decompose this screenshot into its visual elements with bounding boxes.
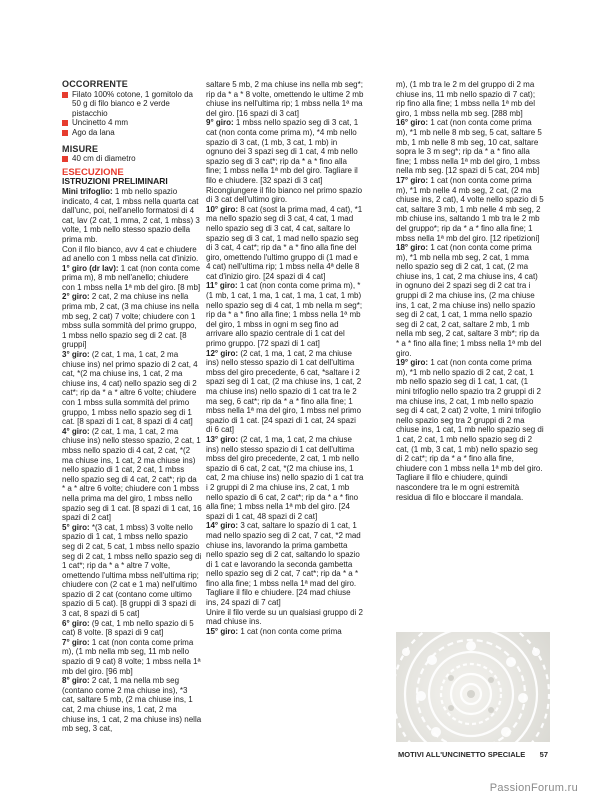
page-number: 57: [539, 750, 548, 759]
instruction-paragraph: [396, 358, 544, 502]
round-label: 14° giro:: [206, 521, 239, 531]
round-label: 1° giro (dr lav):: [62, 263, 119, 273]
instruction-paragraph: [206, 608, 364, 627]
instruction-text: 1 cat (non conta come prima m), *1 mb nelle 8 mb seg, 5 cat, saltare 5 mb, 1 mb nelle 8 mb seg, 10 cat, saltare sopra le 3 m seg*; rip da * a * fino alla fine; 1 mbss nella 1ª mb del giro, 1 mbss nella mb seg. [12 spazi di 5 cat, 204 mb]: [396, 118, 542, 176]
instruction-text: 8 cat (sost la prima mad, 4 cat), *1 ma nello spazio seg di 3 cat, 4 cat, 1 mad nello spazio seg di 3 cat, 4 cat, saltare lo spazio seg di 3 cat, 1 mad nello spazio seg di 3 cat, 4 cat*; rip da * a * fino alla fine del giro, omettendo l'ultimo gruppo di (1 mad e 4 cat) nell'ultima rip; 1 mbss nella 4ª delle 8 cat d'inizio giro. [24 spazi di 4 cat]: [206, 204, 363, 281]
materials-title: OCCORRENTE: [62, 79, 129, 89]
round-label: 6° giro:: [62, 618, 90, 628]
instruction-text: 2 cat, 1 ma nella mb seg (contano come 2 ma chiuse ins), *3 cat, saltare 5 mb, (2 ma chiuse ins, 1 cat, 2 ma chiuse ins, 1 cat, 2 ma chiuse ins, 1 cat, 2 ma chiuse ins) nella mb seg, 3 cat,: [62, 676, 202, 734]
round-label: 10° giro:: [206, 204, 239, 214]
instruction-paragraph: [206, 186, 364, 205]
instruction-text: 1 cat (non conta come prima: [238, 626, 342, 636]
list-item: [62, 128, 202, 138]
column-3-body: [396, 80, 544, 502]
instruction-paragraph: [206, 281, 364, 348]
instruction-paragraph: [206, 80, 364, 118]
instruction-text: Unire il filo verde su un qualsiasi gruppo di 2 mad chiuse ins.: [206, 607, 363, 627]
list-item: [62, 90, 202, 119]
instruction-text: 1 cat (non conta come prima m), *1 mb nella mb seg, 2 cat, 1 mma nello spazio seg di 2 cat, 1 cat, (2 ma chiuse ins, 1 cat, 2 ma chiuse ins, 4 cat) in ognuno dei 2 spazi seg di 2 cat tra i gruppi di 2 ma chiuse ins, (2 ma chiuse ins, 1 cat, 2 ma chiuse ins) nello spazio seg di 2 cat, 1 cat, 1 mma nello spazio seg di 2 cat, 2 cat, saltare 2 mb, 1 mb nella mb seg, 2 cat, saltare 3 mb*; rip da * a * fino alla fine; 1 mbss nella 1ª mb del giro.: [396, 243, 542, 358]
instruction-text: (2 cat, 1 ma, 1 cat, 2 ma chiuse ins) nello stesso spazio di 1 cat dell'ultima mbss del giro precedente, 6 cat, *saltare i 2 spazi seg di 1 cat, (2 ma chiuse ins, 1 cat, 2 ma chiuse ins) nello spazio di 1 cat tra le 2 ma seg, 6 cat*; rip da * a * fino alla fine; 1 mbss nella 1ª ma del giro, 1 mbss nel primo spazio di 1 cat. [24 spazi di 1 cat, 24 spazi di 6 cat]: [206, 348, 362, 435]
instruction-text: Con il filo bianco, avv 4 cat e chiudere ad anello con 1 mbss nella cat d'inizio.: [62, 244, 199, 264]
instruction-paragraph: [62, 523, 202, 619]
instruction-paragraph: [62, 350, 202, 427]
round-label: 18° giro:: [396, 243, 429, 253]
instruction-paragraph: [62, 264, 202, 293]
instruction-text: (2 cat, 1 ma, 1 cat, 2 ma chiuse ins) nello stesso spazio di 1 cat dell'ultima mbss del giro precedente, 2 cat, 1 mb nello spazio di 6 cat, 2 cat, *(2 ma chiuse ins, 1 cat, 2 ma chiuse ins) nello spazio di 1 cat tra i 2 gruppi di 2 ma chiuse ins, 2 cat, 1 mb nello spazio di 6 cat, 2 cat*; rip da * a * fino alla fine; 1 mbss nella 1ª mb del giro. [24 spazi di 1 cat, 48 spazi di 2 cat]: [206, 434, 364, 521]
bullet-square-icon: [62, 130, 68, 136]
round-label: 19° giro:: [396, 358, 429, 368]
mandala-photo: [396, 632, 550, 742]
bullet-square-icon: [62, 156, 68, 162]
instruction-paragraph: [62, 292, 202, 350]
round-label: 8° giro:: [62, 676, 90, 686]
instruction-paragraph: [206, 435, 364, 521]
instruction-paragraph: [62, 245, 202, 264]
instruction-text: 1 cat (non conta come prima m), (1 mb nella mb seg, 11 mb nello spazio di 9 cat) 8 volte; 1 mbss nella 1ª mb del giro. [96 mb]: [62, 637, 201, 676]
column-2: [206, 80, 364, 636]
round-label: 12° giro:: [206, 348, 239, 358]
measures-title: MISURE: [62, 143, 99, 154]
instruction-paragraph: [206, 627, 364, 637]
instruction-paragraph: [62, 187, 202, 245]
bullet-square-icon: [62, 92, 68, 98]
instruction-text: 1 mb nello spazio indicato, 4 cat, 1 mbss nella quarta cat dall'unc, poi, nell'anello formatosi di 4 cat, lav (2 cat, 1 mma, 2 cat, 1 mbss) 3 volte, 1 mb nello stesso spazio della prima mb.: [62, 186, 200, 244]
round-label: 17° giro:: [396, 175, 429, 185]
round-label: 9° giro:: [206, 118, 234, 128]
list-item: [62, 118, 202, 128]
instruction-text: Ricongiungere il filo bianco nel primo spazio di 3 cat dell'ultimo giro.: [206, 185, 363, 205]
instruction-paragraph: [206, 521, 364, 607]
instruction-text: 1 mbss nello spazio seg di 3 cat, 1 cat (non conta come prima m), *4 mb nello spazio di 3 cat, (1 mb, 3 cat, 1 mb) in ognuno dei 3 spazi seg di 1 cat, 4 mb nello spazio seg di 3 cat*; rip da * a * fino alla fine; 1 mbss nella 1ª mb del giro. Tagliare il filo e chiudere. [32 spazi di 3 cat]: [206, 118, 359, 185]
column-1-body: [62, 187, 202, 734]
material-text: Uncinetto 4 mm: [72, 118, 129, 128]
instruction-text: 1 cat (non conta come prima m), *1 mb nello spazio di 2 cat, 2 cat, 1 mb nello spazio seg di 1 cat, 1 cat, (1 mini trifoglio nello spazio tra 2 gruppi di 2 ma chiuse ins, 2 cat, 1 mb nello spazio seg di 4 cat, 2 cat) 2 volte, 1 mini trifoglio nello spazio seg tra 2 gruppi di 2 ma chiuse ins, 1 cat, 1 mb nello spazio seg di 1 cat, 2 cat, 1 mb nello spazio seg di 2 cat, (1 mb, 3 cat, 1 mb) nello spazio seg di 2 cat*; rip da * a * fino alla fine, chiudere con 1 mbss nella 1ª mb del giro. Tagliare il filo e chiudere, quindi nascondere tra le m ogni estremità residua di filo e bloccare il mandala.: [396, 358, 544, 502]
round-label: 2° giro:: [62, 292, 90, 302]
instruction-text: 1 cat (non conta come prima m), *(1 mb, 1 cat, 1 ma, 1 cat, 1 ma, 1 cat, 1 mb) nello spazio seg di 4 cat, 1 mb nella m seg*; rip da * a * fino alla fine; 1 mbss nella 1ª mb del giro, 1 mbss in ogni m seg fino ad arrivare allo spazio centrale di 1 cat del primo gruppo. [72 spazi di 1 cat]: [206, 281, 363, 349]
instruction-paragraph: [206, 349, 364, 435]
instruction-paragraph: [396, 118, 544, 176]
round-label: 4° giro:: [62, 426, 90, 436]
crochet-mandala-image: [396, 632, 550, 742]
bullet-square-icon: [62, 120, 68, 126]
round-label: 3° giro:: [62, 350, 90, 360]
instruction-text: (2 cat, 1 ma, 1 cat, 2 ma chiuse ins) nel primo spazio di 2 cat, 4 cat, *(2 ma chiuse ins, 1 cat, 2 ma chiuse ins, 4 cat) nello spazio seg di 2 cat*; rip da * a * altre 6 volte; chiudere con 1 mbss sulla sommità del primo gruppo, 1 mbss nello spazio seg di 1 cat. [8 spazi di 1 cat, 8 spazi di 4 cat]: [62, 350, 198, 427]
instruction-text: 1 cat (non conta come prima m), 8 mb nell'anello; chiudere con 1 mbss nella 1ª mb del giro. [8 mb]: [62, 263, 201, 292]
materials-list: [62, 90, 202, 138]
round-label: Mini trifoglio:: [62, 186, 113, 196]
instruction-text: *(3 cat, 1 mbss) 3 volte nello spazio di 1 cat, 1 mbss nello spazio seg di 2 cat, 5 cat, 1 mbss nello spazio seg di 2 cat, 1 mbss nello spazio seg di 1 cat*; rip da * a * altre 7 volte, omettendo l'ultima mbss nell'ultima rip; chiudere con (2 cat e 1 ma) nell'ultimo spazio di 2 cat (contano come ultimo spazio di 5 cat). [8 gruppi di 3 spazi di 3 cat, 8 spazi di 5 cat]: [62, 522, 202, 619]
instruction-paragraph: [62, 638, 202, 676]
execution-subtitle: ISTRUZIONI PRELIMINARI: [62, 176, 168, 187]
instruction-paragraph: [396, 243, 544, 358]
round-label: 11° giro:: [206, 281, 238, 291]
round-label: 15° giro:: [206, 626, 239, 636]
instruction-paragraph: [396, 80, 544, 118]
magazine-name: MOTIVI ALL'UNCINETTO SPECIALE: [398, 750, 526, 759]
watermark: PassionForum.ru: [489, 782, 578, 794]
instruction-text: 2 cat, 2 ma chiuse ins nella prima mb, 2 cat, (3 ma chiuse ins nella mb seg, 2 cat) 7 volte; chiudere con 1 mbss sulla sommità del primo gruppo, 1 mbss nello spazio seg di 2 cat. [8 gruppi]: [62, 292, 199, 350]
instruction-paragraph: [206, 205, 364, 282]
execution-title: ESECUZIONE: [62, 166, 124, 178]
instruction-text: (9 cat, 1 mb nello spazio di 5 cat) 8 volte. [8 spazi di 9 cat]: [62, 618, 194, 638]
instruction-paragraph: [62, 427, 202, 523]
instruction-text: m), (1 mb tra le 2 m del gruppo di 2 ma chiuse ins, 11 mb nello spazio di 7 cat); rip fino alla fine; 1 mbss nella 1ª mb del giro, 1 mbss nella mb seg. [288 mb]: [396, 80, 536, 118]
instruction-paragraph: [62, 676, 202, 734]
round-label: 5° giro:: [62, 522, 90, 532]
column-3: [396, 80, 544, 502]
list-item: [62, 154, 202, 164]
instruction-paragraph: [206, 118, 364, 185]
material-text: Filato 100% cotone, 1 gomitolo da 50 g di filo bianco e 2 verde pistacchio: [72, 89, 193, 118]
instruction-text: 3 cat, saltare lo spazio di 1 cat, 1 mad nello spazio seg di 2 cat, 7 cat, *2 mad chiuse ins, lavorando la prima gambetta nello spazio seg di 2 cat, saltando lo spazio di 1 cat e lavorando la seconda gambetta nello spazio seg di 2 cat, 7 cat*; rip da * a * fino alla fine; 1 mbss nella 1ª mad del giro. Tagliare il filo e chiudere. [24 mad chiuse ins, 24 spazi di 7 cat]: [206, 521, 361, 608]
round-label: 13° giro:: [206, 434, 239, 444]
material-text: Ago da lana: [72, 127, 115, 137]
instruction-paragraph: [62, 619, 202, 638]
measure-text: 40 cm di diametro: [72, 154, 136, 164]
page-footer: [398, 750, 548, 759]
round-label: 16° giro:: [396, 118, 429, 128]
round-label: 7° giro:: [62, 637, 90, 647]
column-2-body: [206, 80, 364, 636]
instruction-text: (2 cat, 1 ma, 1 cat, 2 ma chiuse ins) nello stesso spazio, 2 cat, 1 mbss nello spazio di 4 cat, 2 cat, *(2 ma chiuse ins, 1 cat, 2 ma chiuse ins) nello spazio di 1 cat, 2 cat, 1 mbss nello spazio seg di 4 cat, 2 cat*; rip da * a * altre 6 volte; chiudere con 1 mbss nella prima ma del giro, 1 mbss nello spazio seg di 1 cat. [8 spazi di 1 cat, 16 spazi di 2 cat]: [62, 426, 202, 523]
instruction-paragraph: [396, 176, 544, 243]
column-1: [62, 80, 202, 734]
instruction-text: saltare 5 mb, 2 ma chiuse ins nella mb seg*; rip da * a * 8 volte, omettendo le ultime 2 mb chiuse ins nell'ultima rip; 1 mbss nella 1ª ma del giro. [16 spazi di 3 cat]: [206, 80, 364, 118]
instruction-text: 1 cat (non conta come prima m), *1 mb nelle 4 mb seg, 2 cat, (2 ma chiuse ins, 2 cat), 4 volte nello spazio di 5 cat, saltare 3 mb, 1 mb nelle 4 mb seg, 2 mb chiuse ins, saltando 1 mb tra le 2 mb del gruppo*; rip da * a * fino alla fine; 1 mbss nella 1ª mb del giro. [12 ripetizioni]: [396, 175, 544, 243]
